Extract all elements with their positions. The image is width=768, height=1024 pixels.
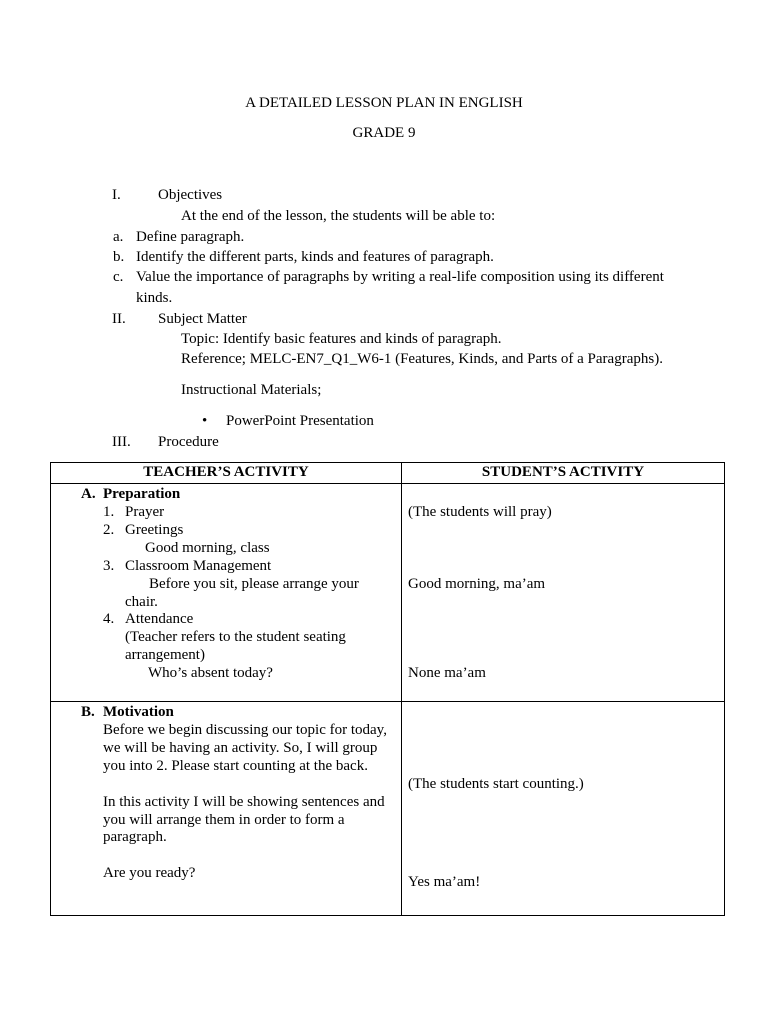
- list-item: Classroom Management: [125, 558, 272, 574]
- list-item: Greetings: [125, 522, 184, 538]
- list-marker: 2.: [103, 522, 115, 538]
- material-item: PowerPoint Presentation: [226, 413, 374, 429]
- preparation-heading: Preparation: [103, 486, 181, 502]
- management-line: chair.: [125, 594, 158, 610]
- student-response: None ma’am: [408, 665, 486, 681]
- student-response: Good morning, ma’am: [408, 576, 546, 592]
- motivation-heading: Motivation: [103, 704, 174, 720]
- materials-label: Instructional Materials;: [181, 382, 322, 398]
- motivation-line: paragraph.: [103, 829, 167, 845]
- student-motivation-cell: [402, 702, 725, 916]
- objective-item: Identify the different parts, kinds and features of paragraph.: [136, 249, 494, 265]
- topic-line: Topic: Identify basic features and kinds of paragraph.: [181, 331, 502, 347]
- objectives-heading: Objectives: [158, 187, 223, 203]
- student-response: (The students will pray): [408, 504, 552, 520]
- list-item: Attendance: [125, 611, 194, 627]
- student-activity-header: STUDENT’S ACTIVITY: [402, 463, 725, 484]
- management-line: Before you sit, please arrange your: [149, 576, 359, 592]
- list-marker: 3.: [103, 558, 115, 574]
- table-row: [51, 702, 725, 916]
- list-marker: 4.: [103, 611, 115, 627]
- table-header-row: [51, 463, 725, 484]
- student-response: Yes ma’am!: [408, 874, 481, 890]
- teacher-motivation-cell: [51, 702, 402, 916]
- subject-matter-heading: Subject Matter: [158, 311, 247, 327]
- section-marker: A.: [81, 486, 96, 502]
- objective-item: Value the importance of paragraphs by writing a real-life composition using its different: [136, 269, 664, 285]
- attendance-line: arrangement): [125, 647, 205, 663]
- teacher-preparation-cell: [51, 484, 402, 702]
- objective-item: Define paragraph.: [136, 229, 245, 245]
- motivation-question: Are you ready?: [103, 865, 196, 881]
- procedure-numeral: III.: [112, 434, 131, 450]
- objective-marker: b.: [113, 249, 125, 265]
- objective-marker: c.: [113, 269, 124, 285]
- subject-matter-numeral: II.: [112, 311, 126, 327]
- bullet-icon: •: [202, 413, 208, 429]
- attendance-line: (Teacher refers to the student seating: [125, 629, 346, 645]
- activity-table: [50, 462, 725, 916]
- objectives-numeral: I.: [112, 187, 121, 203]
- objectives-intro: At the end of the lesson, the students will be able to:: [181, 208, 496, 224]
- attendance-line: Who’s absent today?: [148, 665, 273, 681]
- list-marker: 1.: [103, 504, 115, 520]
- list-item: Prayer: [125, 504, 165, 520]
- objective-item-continued: kinds.: [136, 290, 173, 306]
- objective-marker: a.: [113, 229, 124, 245]
- motivation-line: In this activity I will be showing sentences and: [103, 794, 385, 810]
- greeting-line: Good morning, class: [145, 540, 270, 556]
- procedure-heading: Procedure: [158, 434, 219, 450]
- section-marker: B.: [81, 704, 95, 720]
- reference-line: Reference; MELC-EN7_Q1_W6-1 (Features, Kinds, and Parts of a Paragraphs).: [181, 351, 663, 367]
- motivation-line: Before we begin discussing our topic for today,: [103, 722, 387, 738]
- teacher-activity-header: TEACHER’S ACTIVITY: [51, 463, 402, 484]
- document-title: A DETAILED LESSON PLAN IN ENGLISH: [245, 95, 523, 111]
- student-preparation-cell: [402, 484, 725, 702]
- motivation-line: we will be having an activity. So, I will group: [103, 740, 378, 756]
- motivation-line: you into 2. Please start counting at the back.: [103, 758, 368, 774]
- motivation-line: you will arrange them in order to form a: [103, 812, 345, 828]
- grade-level: GRADE 9: [352, 125, 416, 141]
- student-response: (The students start counting.): [408, 776, 584, 792]
- table-row: [51, 484, 725, 702]
